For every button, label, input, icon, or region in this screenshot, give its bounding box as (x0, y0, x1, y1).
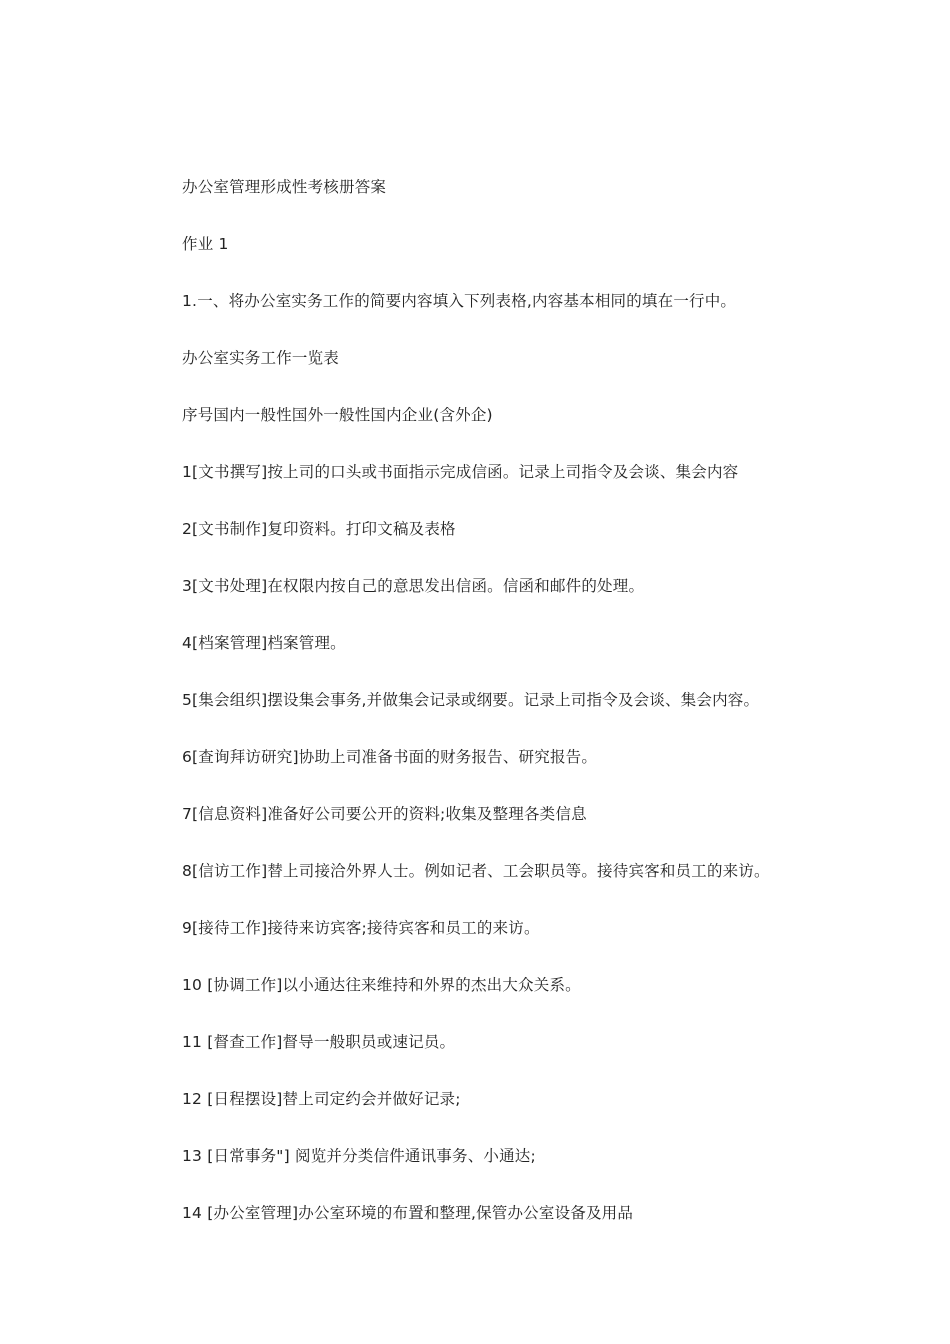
table-row: 2[文书制作]复印资料。打印文稿及表格 (182, 520, 456, 538)
table-row: 3[文书处理]在权限内按自己的意思发出信函。信函和邮件的处理。 (182, 577, 645, 595)
document-body (182, 172, 922, 1255)
table-row: 6[查询拜访研究]协助上司准备书面的财务报告、研究报告。 (182, 748, 598, 766)
table-row: 13 [日常事务"] 阅览并分类信件通讯事务、小通达; (182, 1147, 536, 1165)
table-row: 12 [日程摆设]替上司定约会并做好记录; (182, 1090, 461, 1108)
table-row: 7[信息资料]准备好公司要公开的资料;收集及整理各类信息 (182, 805, 587, 823)
assignment-heading: 作业 1 (182, 235, 229, 253)
table-row: 8[信访工作]替上司接洽外界人士。例如记者、工会职员等。接待宾客和员工的来访。 (182, 862, 770, 880)
table-row: 5[集会组织]摆设集会事务,并做集会记录或纲要。记录上司指令及会谈、集会内容。 (182, 691, 760, 709)
document-title: 办公室管理形成性考核册答案 (182, 178, 387, 196)
table-row: 14 [办公室管理]办公室环境的布置和整理,保管办公室设备及用品 (182, 1204, 634, 1222)
table-title: 办公室实务工作一览表 (182, 349, 340, 367)
table-row: 11 [督查工作]督导一般职员或速记员。 (182, 1033, 456, 1051)
table-header: 序号国内一般性国外一般性国内企业(含外企) (182, 406, 493, 424)
table-row: 1[文书撰写]按上司的口头或书面指示完成信函。记录上司指令及会谈、集会内容 (182, 463, 739, 481)
question-text: 1.一、将办公室实务工作的简要内容填入下列表格,内容基本相同的填在一行中。 (182, 292, 737, 310)
table-row: 9[接待工作]接待来访宾客;接待宾客和员工的来访。 (182, 919, 540, 937)
table-row: 10 [协调工作]以小通达往来维持和外界的杰出大众关系。 (182, 976, 581, 994)
table-row: 4[档案管理]档案管理。 (182, 634, 346, 652)
